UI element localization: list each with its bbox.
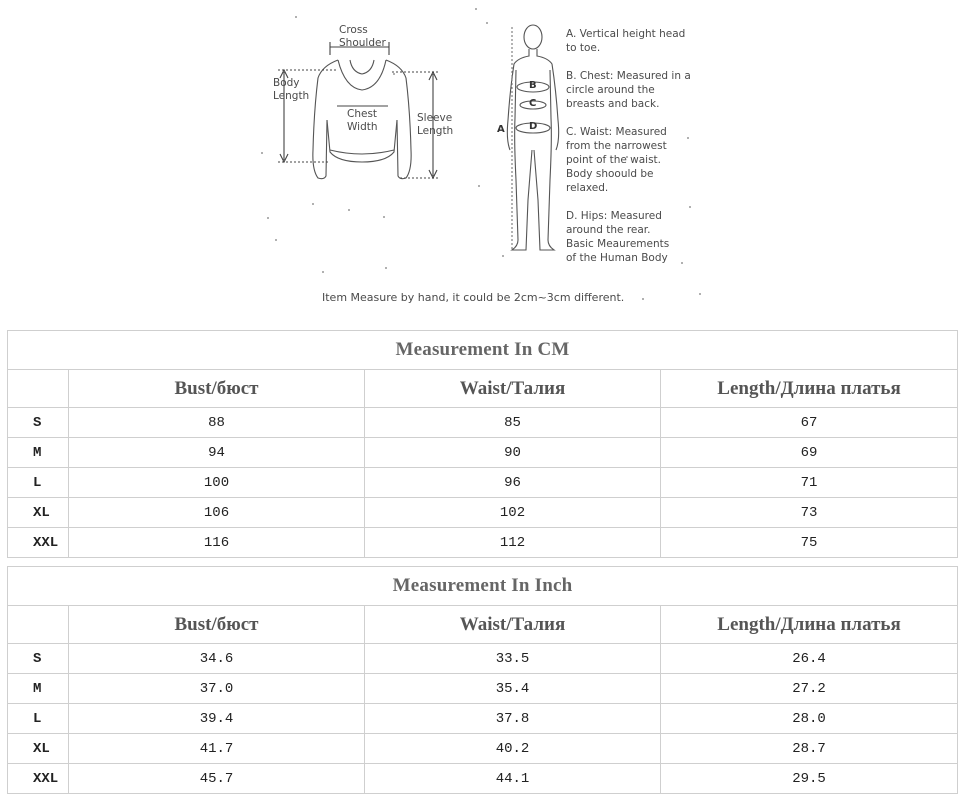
chest-width-label: Chest Width <box>347 108 378 133</box>
note-hips: D. Hips: Measured around the rear. Basic Meaurements of the Human Body <box>566 210 670 264</box>
cross-shoulder-label: Cross Shoulder <box>339 24 386 49</box>
corner-cell <box>8 606 69 644</box>
bust-value: 34.6 <box>69 644 365 674</box>
length-value: 27.2 <box>661 674 958 704</box>
size-table-cm <box>7 330 958 558</box>
bust-value: 37.0 <box>69 674 365 704</box>
length-value: 75 <box>661 528 958 558</box>
table-row <box>8 528 958 558</box>
length-value: 28.0 <box>661 704 958 734</box>
letter-a: A <box>497 124 505 135</box>
body-figure <box>507 25 558 250</box>
length-value: 26.4 <box>661 644 958 674</box>
measurement-illustration <box>0 0 962 322</box>
bust-value: 94 <box>69 438 365 468</box>
table-row <box>8 734 958 764</box>
note-height: A. Vertical height head to toe. <box>566 28 686 54</box>
waist-value: 112 <box>365 528 661 558</box>
size-table-inch <box>7 566 958 794</box>
measure-footnote: Item Measure by hand, it could be 2cm~3cm different. <box>322 291 625 304</box>
sleeve-length-label: Sleeve Length <box>417 112 454 137</box>
header-bust: Bust/бюст <box>69 370 365 408</box>
waist-value: 40.2 <box>365 734 661 764</box>
size-label: XL <box>8 734 69 764</box>
table-row <box>8 674 958 704</box>
letter-b: B <box>529 80 537 91</box>
note-waist: C. Waist: Measured from the narrowest point of the waist. Body shoould be relaxed. <box>566 126 667 194</box>
waist-value: 96 <box>365 468 661 498</box>
bust-value: 41.7 <box>69 734 365 764</box>
waist-value: 102 <box>365 498 661 528</box>
size-label: M <box>8 674 69 704</box>
table-title-inch: Measurement In Inch <box>8 567 958 606</box>
header-length: Length/Длина платья <box>661 370 958 408</box>
letter-d: D <box>529 121 538 132</box>
garment-and-body-drawing <box>0 0 962 322</box>
size-label: XXL <box>8 764 69 794</box>
table-row <box>8 438 958 468</box>
bust-value: 116 <box>69 528 365 558</box>
size-label: XL <box>8 498 69 528</box>
table-row <box>8 408 958 438</box>
table-row <box>8 764 958 794</box>
table-title-cm: Measurement In CM <box>8 331 958 370</box>
size-label: XXL <box>8 528 69 558</box>
letter-c: C <box>529 98 537 109</box>
note-chest: B. Chest: Measured in a circle around the breasts and back. <box>566 70 691 110</box>
waist-value: 37.8 <box>365 704 661 734</box>
header-bust: Bust/бюст <box>69 606 365 644</box>
length-value: 28.7 <box>661 734 958 764</box>
length-value: 71 <box>661 468 958 498</box>
table-row <box>8 498 958 528</box>
body-length-label: Body Length <box>273 77 310 102</box>
bust-value: 106 <box>69 498 365 528</box>
table-row <box>8 704 958 734</box>
length-value: 69 <box>661 438 958 468</box>
bust-value: 100 <box>69 468 365 498</box>
size-label: M <box>8 438 69 468</box>
size-label: S <box>8 644 69 674</box>
corner-cell <box>8 370 69 408</box>
size-label: L <box>8 468 69 498</box>
bust-value: 45.7 <box>69 764 365 794</box>
bust-value: 88 <box>69 408 365 438</box>
header-waist: Waist/Талия <box>365 606 661 644</box>
table-row <box>8 468 958 498</box>
length-value: 29.5 <box>661 764 958 794</box>
size-label: S <box>8 408 69 438</box>
waist-value: 33.5 <box>365 644 661 674</box>
length-value: 73 <box>661 498 958 528</box>
size-label: L <box>8 704 69 734</box>
waist-value: 35.4 <box>365 674 661 704</box>
waist-value: 90 <box>365 438 661 468</box>
length-value: 67 <box>661 408 958 438</box>
waist-value: 85 <box>365 408 661 438</box>
bust-value: 39.4 <box>69 704 365 734</box>
table-row <box>8 644 958 674</box>
waist-value: 44.1 <box>365 764 661 794</box>
header-length: Length/Длина платья <box>661 606 958 644</box>
header-waist: Waist/Талия <box>365 370 661 408</box>
